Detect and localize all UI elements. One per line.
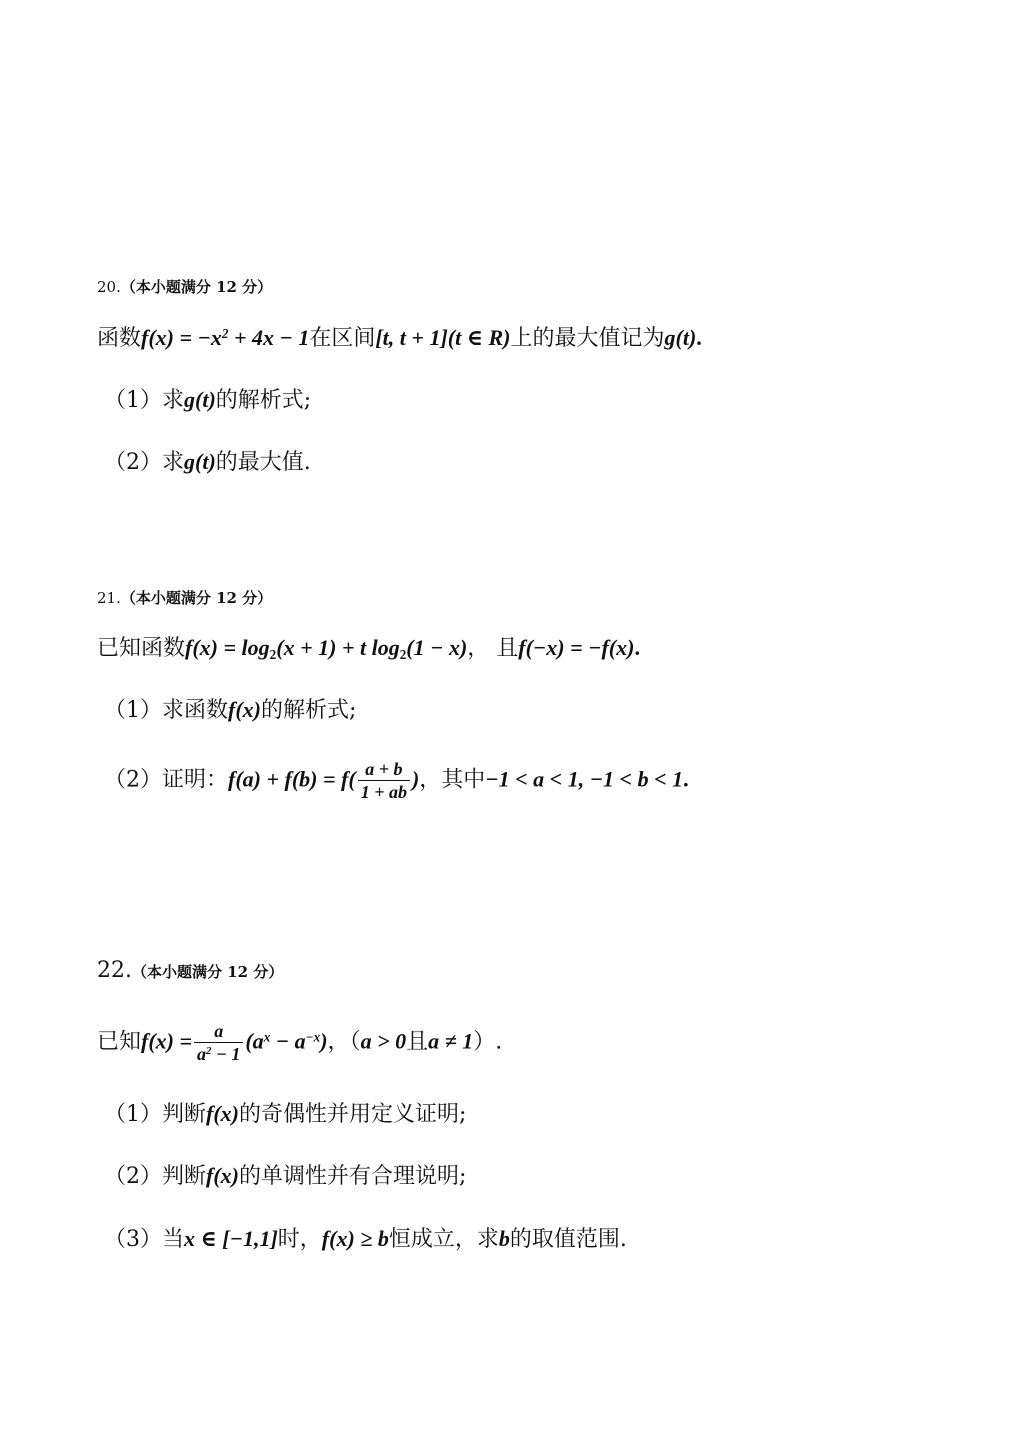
question-22-part-1 xyxy=(104,1103,466,1126)
part-text: 的解析式; xyxy=(260,698,357,723)
points-note: （本小题满分 12 分） xyxy=(132,963,284,981)
math-paren: ) xyxy=(411,766,420,792)
question-20-part-1 xyxy=(104,389,311,412)
math-condition: a > 0 xyxy=(360,1028,407,1054)
part-label: （2）判断 xyxy=(104,1164,206,1189)
question-21-part-2 xyxy=(104,760,689,801)
math-g: g(t) xyxy=(184,387,216,412)
question-22-part-2 xyxy=(104,1165,466,1188)
math-f: f(x) xyxy=(206,1101,239,1126)
stem-text: 函数 xyxy=(97,326,142,351)
math-odd-condition: f(−x) = −f(x) xyxy=(518,635,635,660)
part-label: （1）求 xyxy=(104,388,184,413)
math-condition: a ≠ 1 xyxy=(428,1028,474,1054)
question-22-part-3 xyxy=(104,1228,627,1251)
math-equation-lhs: f(a) + f(b) = f( xyxy=(228,766,356,792)
question-number: 20. xyxy=(97,278,121,296)
math-exponent: x xyxy=(263,1029,271,1045)
part-text: 时， xyxy=(277,1227,322,1252)
part-text: 的取值范围. xyxy=(509,1227,627,1252)
math-expr: (a xyxy=(245,1028,264,1054)
question-20-stem xyxy=(97,327,702,350)
math-fraction xyxy=(194,1022,243,1063)
math-f: f(x) xyxy=(206,1163,239,1188)
math-b: b xyxy=(498,1226,510,1251)
part-label: （2）证明： xyxy=(104,767,228,793)
question-21-stem xyxy=(97,637,640,660)
math-subscript: 2 xyxy=(399,646,407,662)
math-condition: −1 < a < 1, −1 < b < 1 xyxy=(485,766,684,792)
math-log: f(x) = log xyxy=(185,635,270,660)
question-20-part-2 xyxy=(104,451,311,474)
question-22-header xyxy=(97,960,283,982)
math-log-arg: (1 − x) xyxy=(406,635,468,660)
math-exponent: 2 xyxy=(206,1045,212,1058)
stem-text: ， 且 xyxy=(467,636,519,661)
math-expr: ) xyxy=(320,1028,328,1054)
part-label: （3）当 xyxy=(104,1227,184,1252)
question-number: 22. xyxy=(97,958,132,983)
stem-text: 且 xyxy=(406,1029,429,1055)
math-exponent: 2 xyxy=(221,325,229,341)
denominator-base: a xyxy=(197,1044,207,1064)
math-domain: x ∈ [−1,1] xyxy=(184,1226,278,1251)
denominator-rest: − 1 xyxy=(211,1044,241,1064)
part-label: （1）判断 xyxy=(104,1102,206,1127)
question-21-part-1 xyxy=(104,699,356,722)
part-text: 的单调性并有合理说明; xyxy=(238,1164,467,1189)
fraction-denominator: 1 + ab xyxy=(360,782,407,802)
question-21-header xyxy=(97,591,272,606)
part-text: 恒成立，求 xyxy=(388,1227,499,1252)
stem-period: . xyxy=(683,766,689,792)
part-label: （1）求函数 xyxy=(104,698,228,723)
part-text: ，其中 xyxy=(419,767,486,793)
stem-text: 上的最大值记为 xyxy=(510,326,665,351)
fraction-numerator: a xyxy=(194,1022,243,1043)
points-note: （本小题满分 12 分） xyxy=(120,589,273,607)
stem-period: . xyxy=(696,325,702,350)
stem-period: . xyxy=(634,635,640,660)
stem-text: 已知函数 xyxy=(97,636,186,661)
part-label: （2）求 xyxy=(104,450,184,475)
math-f: f(x) xyxy=(228,697,261,722)
math-function-rest: + 4x − 1 xyxy=(228,325,310,350)
points-note: （本小题满分 12 分） xyxy=(120,278,273,296)
math-f: f(x) = xyxy=(141,1028,193,1054)
math-subscript: 2 xyxy=(269,646,277,662)
stem-text: ，（ xyxy=(327,1029,361,1055)
math-function: f(x) = −x xyxy=(141,325,222,350)
part-text: 的奇偶性并用定义证明; xyxy=(238,1102,467,1127)
stem-text: ）. xyxy=(473,1029,503,1055)
math-expr: − a xyxy=(270,1028,306,1054)
fraction-denominator xyxy=(194,1043,243,1063)
math-interval: [t, t + 1](t ∈ R) xyxy=(375,325,511,350)
question-22-stem xyxy=(97,1022,502,1063)
fraction-numerator: a + b xyxy=(358,760,410,781)
part-text: 的解析式; xyxy=(215,388,312,413)
stem-text: 已知 xyxy=(97,1029,142,1055)
math-g: g(t) xyxy=(184,449,216,474)
question-20-header xyxy=(97,280,272,295)
math-log: (x + 1) + t log xyxy=(276,635,400,660)
math-exponent: −x xyxy=(305,1029,321,1045)
math-fraction xyxy=(358,760,410,801)
math-g: g(t) xyxy=(664,325,697,350)
math-inequality: f(x) ≥ b xyxy=(321,1226,389,1251)
stem-text: 在区间 xyxy=(309,326,376,351)
part-text: 的最大值. xyxy=(215,450,311,475)
question-number: 21. xyxy=(97,589,121,607)
